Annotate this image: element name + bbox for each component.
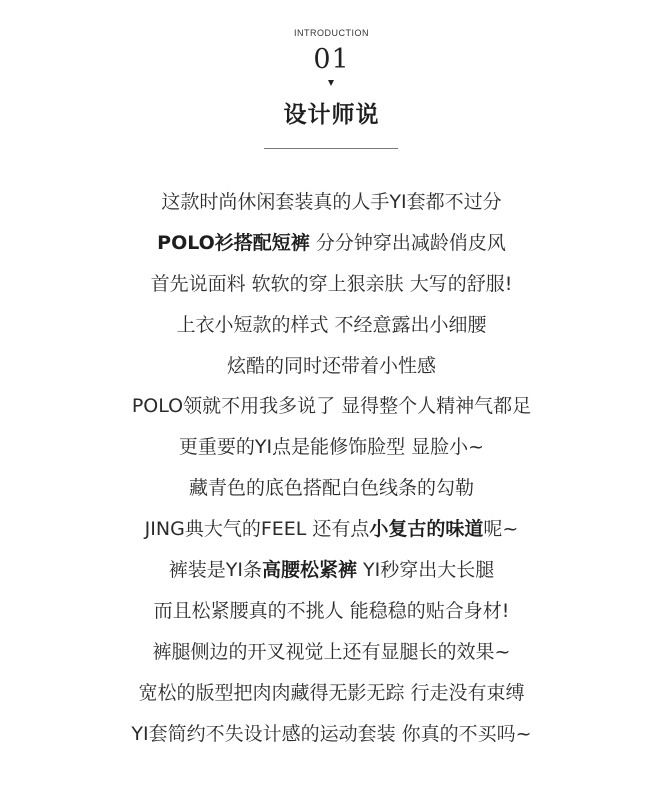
- description-line: [0, 513, 663, 554]
- section-title: 设计师说: [283, 102, 380, 128]
- line-text: 炫酷的同时还带着小性感: [226, 354, 436, 377]
- line-text: 藏青色的底色搭配白色线条的勾勒: [188, 477, 474, 500]
- description-line: [0, 186, 663, 227]
- description-line: [0, 431, 663, 472]
- line-highlight: POLO衫搭配短裤: [157, 231, 310, 254]
- description-line: [0, 309, 663, 350]
- line-text-tail: 呢~: [483, 518, 519, 541]
- line-text-tail: YI秒穿出大长腿: [356, 559, 495, 582]
- line-text-tail: 分分钟穿出减龄俏皮风: [309, 231, 506, 254]
- line-highlight: 小复古的味道: [369, 518, 484, 541]
- description-line: [0, 390, 663, 431]
- description-line: [0, 350, 663, 391]
- intro-label: INTRODUCTION: [294, 28, 369, 38]
- description-line: [0, 268, 663, 309]
- line-text: 首先说面料 软软的穿上狠亲肤 大写的舒服!: [150, 272, 513, 295]
- line-text: POLO领就不用我多说了 显得整个人精神气都足: [131, 395, 532, 418]
- description-text: [0, 186, 663, 758]
- triangle-down-icon: [328, 80, 334, 86]
- description-line: [0, 227, 663, 268]
- section-number: 01: [313, 44, 350, 75]
- description-line: [0, 554, 663, 595]
- line-text: 宽松的版型把肉肉藏得无影无踪 行走没有束缚: [138, 681, 525, 704]
- title-divider: [264, 148, 398, 149]
- description-line: [0, 636, 663, 677]
- line-text: 这款时尚休闲套装真的人手YI套都不过分: [161, 191, 502, 213]
- line-text: 裤装是YI条: [168, 559, 262, 582]
- line-text: 更重要的YI点是能修饰脸型 显脸小~: [178, 436, 485, 459]
- line-text: 而且松紧腰真的不挑人 能稳稳的贴合身材!: [153, 599, 510, 622]
- line-text: 裤腿侧边的开叉视觉上还有显腿长的效果~: [152, 640, 511, 663]
- line-highlight: 高腰松紧裤: [261, 559, 357, 582]
- description-line: [0, 677, 663, 718]
- line-text: YI套简约不失设计感的运动套装 你真的不买吗~: [131, 722, 532, 745]
- description-line: [0, 472, 663, 513]
- line-text: 上衣小短款的样式 不经意露出小细腰: [176, 313, 487, 336]
- line-text: JING典大气的FEEL 还有点: [144, 518, 370, 541]
- description-line: [0, 595, 663, 636]
- description-line: [0, 718, 663, 759]
